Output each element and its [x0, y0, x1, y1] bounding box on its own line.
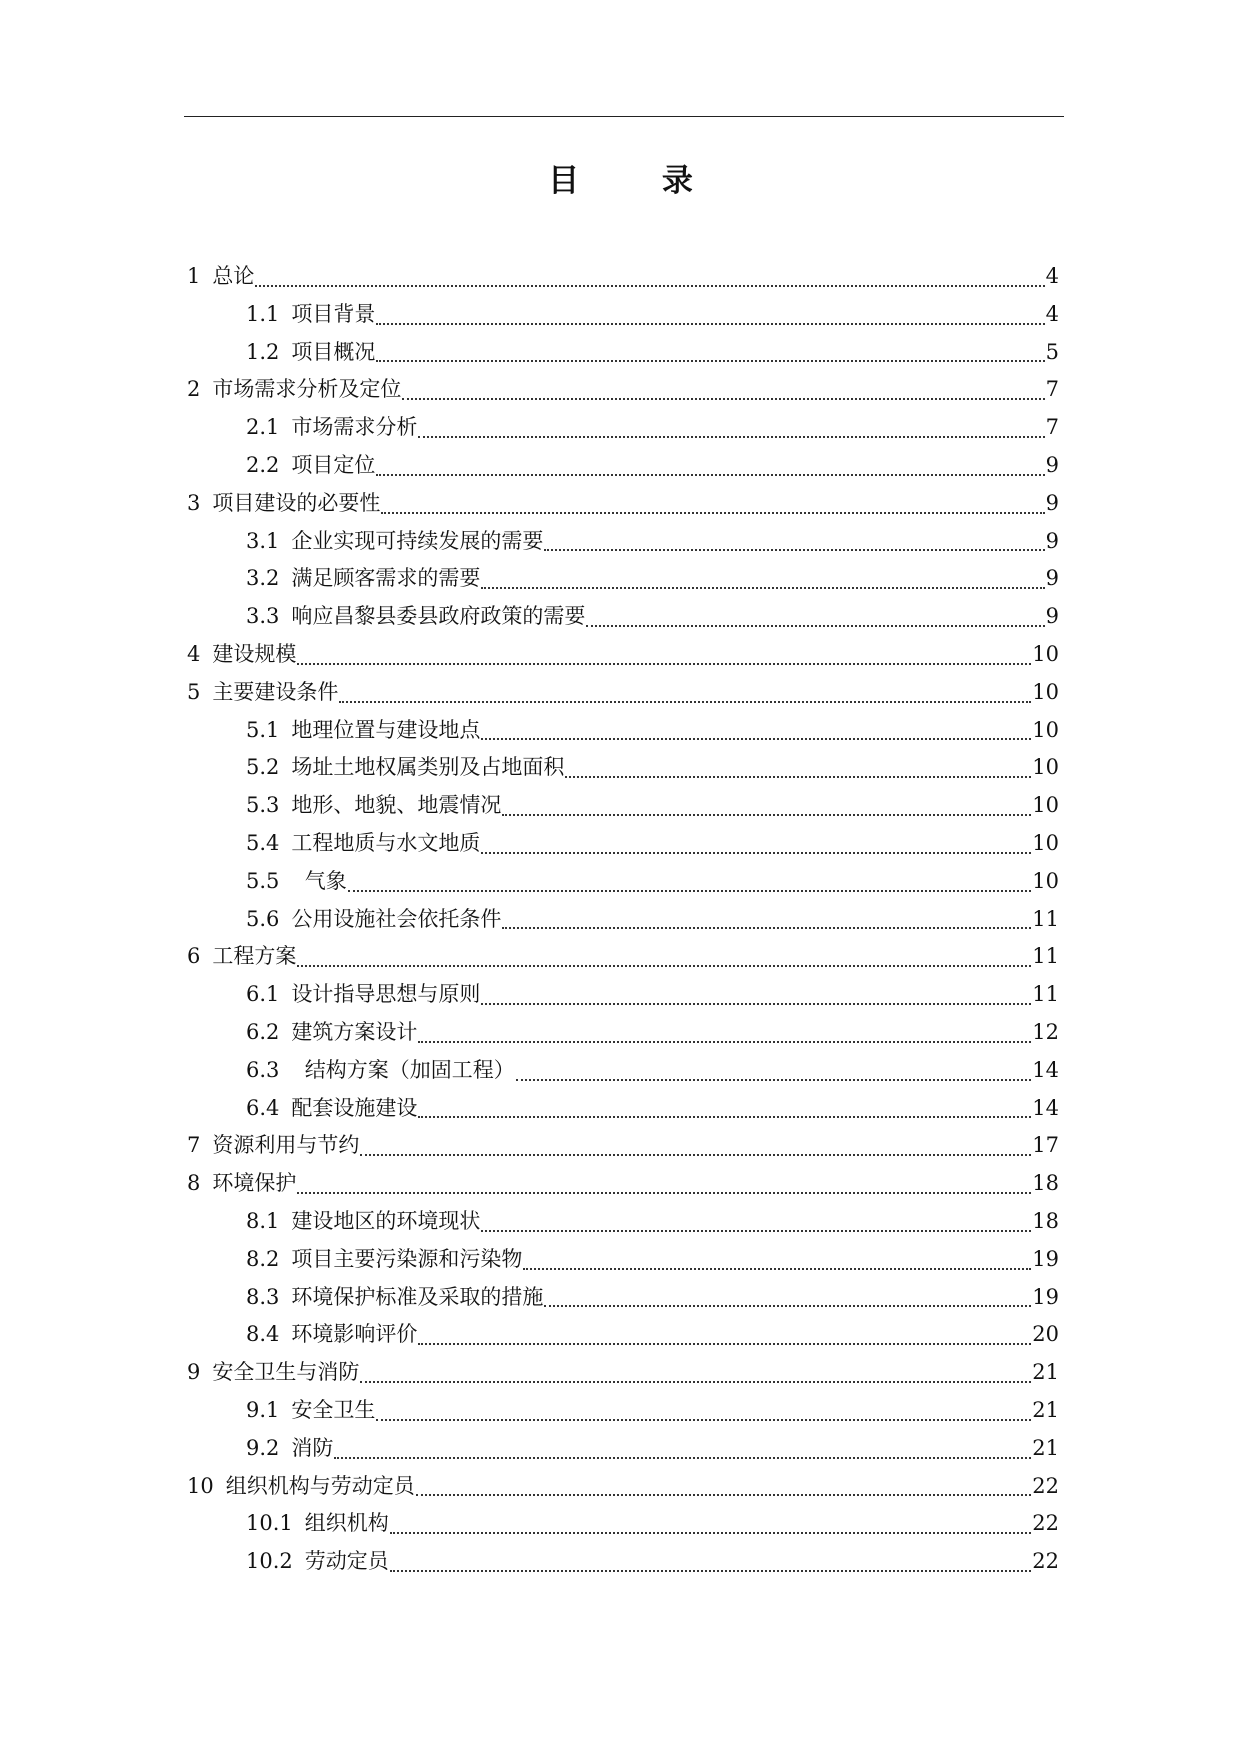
toc-entry-label: 建筑方案设计	[291, 1019, 418, 1044]
toc-entry-page-number: 11	[1032, 944, 1059, 969]
toc-entry-number: 3.2	[246, 566, 280, 591]
toc-subentry[interactable]	[187, 901, 1059, 939]
toc-entry[interactable]	[187, 1165, 1059, 1203]
toc-subentry[interactable]	[187, 296, 1059, 334]
dot-leader	[418, 1343, 1031, 1345]
toc-entry-number: 5.1	[246, 717, 280, 742]
toc-entry-page-number: 10	[1032, 717, 1059, 742]
toc-entry-number: 1.1	[246, 301, 280, 326]
toc-entry-label: 满足顾客需求的需要	[291, 566, 481, 591]
toc-entry[interactable]	[187, 1127, 1059, 1165]
toc-entry-label: 劳动定员	[304, 1549, 389, 1574]
toc-entry-label: 项目背景	[291, 301, 376, 326]
toc-entry-page-number: 9	[1045, 528, 1059, 553]
toc-entry-label: 项目建设的必要性	[212, 490, 381, 515]
toc-entry-number: 2.1	[246, 415, 280, 440]
toc-subentry[interactable]	[187, 1316, 1059, 1354]
dot-leader	[339, 701, 1031, 703]
toc-entry-page-number: 9	[1045, 452, 1059, 477]
toc-entry-label: 地理位置与建设地点	[291, 717, 481, 742]
toc-entry-label: 环境影响评价	[291, 1322, 418, 1347]
toc-entry-number: 5	[187, 679, 201, 704]
toc-entry-number: 8.1	[246, 1208, 280, 1233]
dot-leader	[297, 663, 1031, 665]
dot-leader	[376, 323, 1044, 325]
toc-entry-number: 8.2	[246, 1246, 280, 1271]
toc-entry-number: 8.3	[246, 1284, 280, 1309]
toc-entry-label: 总论	[212, 264, 255, 288]
toc-entry-page-number: 18	[1032, 1171, 1059, 1196]
toc-subentry[interactable]	[187, 1430, 1059, 1468]
toc-entry-page-number: 10	[1032, 830, 1059, 855]
toc-entry-label: 响应昌黎县委县政府政策的需要	[291, 604, 586, 629]
toc-entry-page-number: 10	[1032, 793, 1059, 818]
toc-subentry[interactable]	[187, 787, 1059, 825]
dot-leader	[565, 776, 1031, 778]
toc-entry[interactable]	[187, 258, 1059, 296]
toc-entry-number: 2.2	[246, 452, 280, 477]
toc-entry-number: 10	[187, 1473, 214, 1498]
dot-leader	[334, 1457, 1031, 1459]
dot-leader	[348, 890, 1032, 892]
toc-entry-label: 项目主要污染源和污染物	[291, 1246, 523, 1271]
toc-entry[interactable]	[187, 371, 1059, 409]
toc-entry-number: 5.6	[246, 906, 280, 931]
toc-subentry[interactable]	[187, 863, 1059, 901]
dot-leader	[481, 852, 1031, 854]
toc-entry-label: 工程方案	[212, 944, 297, 969]
dot-leader	[376, 474, 1044, 476]
toc-entry-label: 配套设施建设	[291, 1095, 418, 1120]
toc-entry-page-number: 17	[1032, 1133, 1059, 1158]
dot-leader	[381, 512, 1044, 514]
dot-leader	[481, 738, 1031, 740]
toc-entry-label: 组织机构	[304, 1511, 389, 1536]
toc-entry-page-number: 21	[1032, 1435, 1059, 1460]
toc-entry-page-number: 4	[1045, 301, 1059, 326]
dot-leader	[297, 965, 1031, 967]
dot-leader	[360, 1154, 1031, 1156]
toc-entry-number: 4	[187, 641, 201, 666]
toc-entry-page-number: 22	[1032, 1473, 1059, 1498]
toc-subentry[interactable]	[187, 334, 1059, 372]
toc-subentry[interactable]	[187, 749, 1059, 787]
toc-entry-label: 环境保护	[212, 1171, 297, 1196]
toc-entry-page-number: 10	[1032, 641, 1059, 666]
toc-entry-page-number: 21	[1032, 1360, 1059, 1385]
toc-entry-label: 公用设施社会依托条件	[291, 906, 502, 931]
dot-leader	[516, 1079, 1032, 1081]
toc-entry-page-number: 12	[1032, 1019, 1059, 1044]
toc-entry-number: 5.4	[246, 830, 280, 855]
toc-entry-page-number: 22	[1032, 1511, 1059, 1536]
toc-entry-page-number: 9	[1045, 490, 1059, 515]
toc-subentry[interactable]	[187, 1543, 1059, 1581]
toc-subentry[interactable]	[187, 1241, 1059, 1279]
toc-entry-label: 建设规模	[212, 641, 297, 666]
toc-subentry[interactable]	[187, 447, 1059, 485]
toc-entry-number: 6.4	[246, 1095, 280, 1120]
toc-entry[interactable]	[187, 485, 1059, 523]
dot-leader	[523, 1268, 1031, 1270]
toc-entry-number: 5.2	[246, 755, 280, 780]
toc-entry-label: 建设地区的环境现状	[291, 1208, 481, 1233]
toc-subentry[interactable]	[187, 1505, 1059, 1543]
dot-leader	[418, 1041, 1031, 1043]
dot-leader	[586, 625, 1044, 627]
toc-entry-label: 资源利用与节约	[212, 1133, 360, 1158]
toc-entry-page-number: 18	[1032, 1208, 1059, 1233]
toc-subentry[interactable]	[187, 1279, 1059, 1317]
toc-entry-label: 地形、地貌、地震情况	[291, 793, 502, 818]
toc-entry-number: 3.1	[246, 528, 280, 553]
toc-entry-number: 9	[187, 1360, 201, 1385]
table-of-contents	[187, 258, 1059, 1581]
toc-entry-label: 项目定位	[291, 452, 376, 477]
page-title: 目 录	[548, 163, 729, 199]
toc-entry-label: 气象	[291, 868, 347, 893]
toc-entry-page-number: 9	[1045, 604, 1059, 629]
dot-leader	[255, 285, 1044, 287]
dot-leader	[376, 1419, 1031, 1421]
dot-leader	[416, 1494, 1032, 1496]
toc-entry-page-number: 19	[1032, 1246, 1059, 1271]
toc-entry-number: 6.1	[246, 982, 280, 1007]
toc-entry-page-number: 10	[1032, 679, 1059, 704]
toc-entry-page-number: 22	[1032, 1549, 1059, 1574]
toc-entry-number: 5.3	[246, 793, 280, 818]
toc-subentry[interactable]	[187, 825, 1059, 863]
dot-leader	[544, 1305, 1031, 1307]
toc-entry-label: 市场需求分析	[291, 415, 418, 440]
toc-entry-page-number: 10	[1032, 868, 1059, 893]
toc-entry-page-number: 7	[1045, 415, 1059, 440]
toc-entry-number: 1	[187, 264, 201, 288]
toc-entry-page-number: 14	[1032, 1057, 1059, 1082]
toc-subentry[interactable]	[187, 1052, 1059, 1090]
toc-entry-page-number: 19	[1032, 1284, 1059, 1309]
dot-leader	[481, 587, 1044, 589]
toc-subentry[interactable]	[187, 523, 1059, 561]
toc-entry-page-number: 14	[1032, 1095, 1059, 1120]
toc-entry[interactable]	[187, 1354, 1059, 1392]
dot-leader	[502, 927, 1031, 929]
toc-entry-page-number: 5	[1045, 339, 1059, 364]
toc-entry-label: 消防	[291, 1435, 334, 1460]
dot-leader	[402, 398, 1044, 400]
toc-entry-page-number: 4	[1045, 264, 1059, 288]
toc-entry-label: 安全卫生	[291, 1397, 376, 1422]
toc-entry-number: 3	[187, 490, 201, 515]
dot-leader	[544, 549, 1044, 551]
toc-entry-label: 环境保护标准及采取的措施	[291, 1284, 544, 1309]
dot-leader	[418, 436, 1044, 438]
toc-subentry[interactable]	[187, 1090, 1059, 1128]
toc-subentry[interactable]	[187, 712, 1059, 750]
toc-entry-label: 安全卫生与消防	[212, 1360, 360, 1385]
toc-entry-number: 6.2	[246, 1019, 280, 1044]
toc-entry[interactable]	[187, 674, 1059, 712]
toc-entry-number: 8.4	[246, 1322, 280, 1347]
toc-entry-label: 设计指导思想与原则	[291, 982, 481, 1007]
toc-subentry[interactable]	[187, 976, 1059, 1014]
toc-entry[interactable]	[187, 1468, 1059, 1506]
dot-leader	[360, 1381, 1031, 1383]
toc-entry[interactable]	[187, 636, 1059, 674]
dot-leader	[481, 1230, 1031, 1232]
toc-entry-label: 主要建设条件	[212, 679, 339, 704]
dot-leader	[481, 1003, 1031, 1005]
toc-entry[interactable]	[187, 938, 1059, 976]
toc-entry-label: 企业实现可持续发展的需要	[291, 528, 544, 553]
dot-leader	[502, 814, 1031, 816]
dot-leader	[390, 1532, 1032, 1534]
header-rule	[184, 116, 1064, 117]
toc-entry-label: 项目概况	[291, 339, 376, 364]
toc-entry-number: 2	[187, 377, 201, 402]
toc-entry-label: 组织机构与劳动定员	[225, 1473, 415, 1498]
toc-entry-number: 6	[187, 944, 201, 969]
dot-leader	[418, 1116, 1031, 1118]
toc-subentry[interactable]	[187, 1392, 1059, 1430]
toc-subentry[interactable]	[187, 598, 1059, 636]
toc-entry-label: 结构方案（加固工程）	[291, 1057, 515, 1082]
toc-subentry[interactable]	[187, 1014, 1059, 1052]
toc-entry-page-number: 7	[1045, 377, 1059, 402]
toc-entry-number: 1.2	[246, 339, 280, 364]
toc-entry-number: 5.5	[246, 868, 280, 893]
toc-entry-page-number: 11	[1032, 982, 1059, 1007]
toc-entry-label: 场址土地权属类别及占地面积	[291, 755, 565, 780]
toc-entry-page-number: 9	[1045, 566, 1059, 591]
toc-subentry[interactable]	[187, 1203, 1059, 1241]
toc-entry-number: 9.2	[246, 1435, 280, 1460]
toc-entry-page-number: 20	[1032, 1322, 1059, 1347]
toc-entry-number: 6.3	[246, 1057, 280, 1082]
toc-subentry[interactable]	[187, 409, 1059, 447]
dot-leader	[390, 1570, 1032, 1572]
toc-entry-label: 市场需求分析及定位	[212, 377, 402, 402]
toc-entry-label: 工程地质与水文地质	[291, 830, 481, 855]
toc-entry-number: 10.1	[246, 1511, 293, 1536]
toc-entry-number: 8	[187, 1171, 201, 1196]
toc-entry-page-number: 11	[1032, 906, 1059, 931]
dot-leader	[297, 1192, 1031, 1194]
toc-entry-page-number: 21	[1032, 1397, 1059, 1422]
toc-entry-number: 7	[187, 1133, 201, 1158]
toc-entry-page-number: 10	[1032, 755, 1059, 780]
toc-entry-number: 3.3	[246, 604, 280, 629]
toc-entry-number: 10.2	[246, 1549, 293, 1574]
toc-entry-number: 9.1	[246, 1397, 280, 1422]
dot-leader	[376, 360, 1044, 362]
toc-subentry[interactable]	[187, 560, 1059, 598]
